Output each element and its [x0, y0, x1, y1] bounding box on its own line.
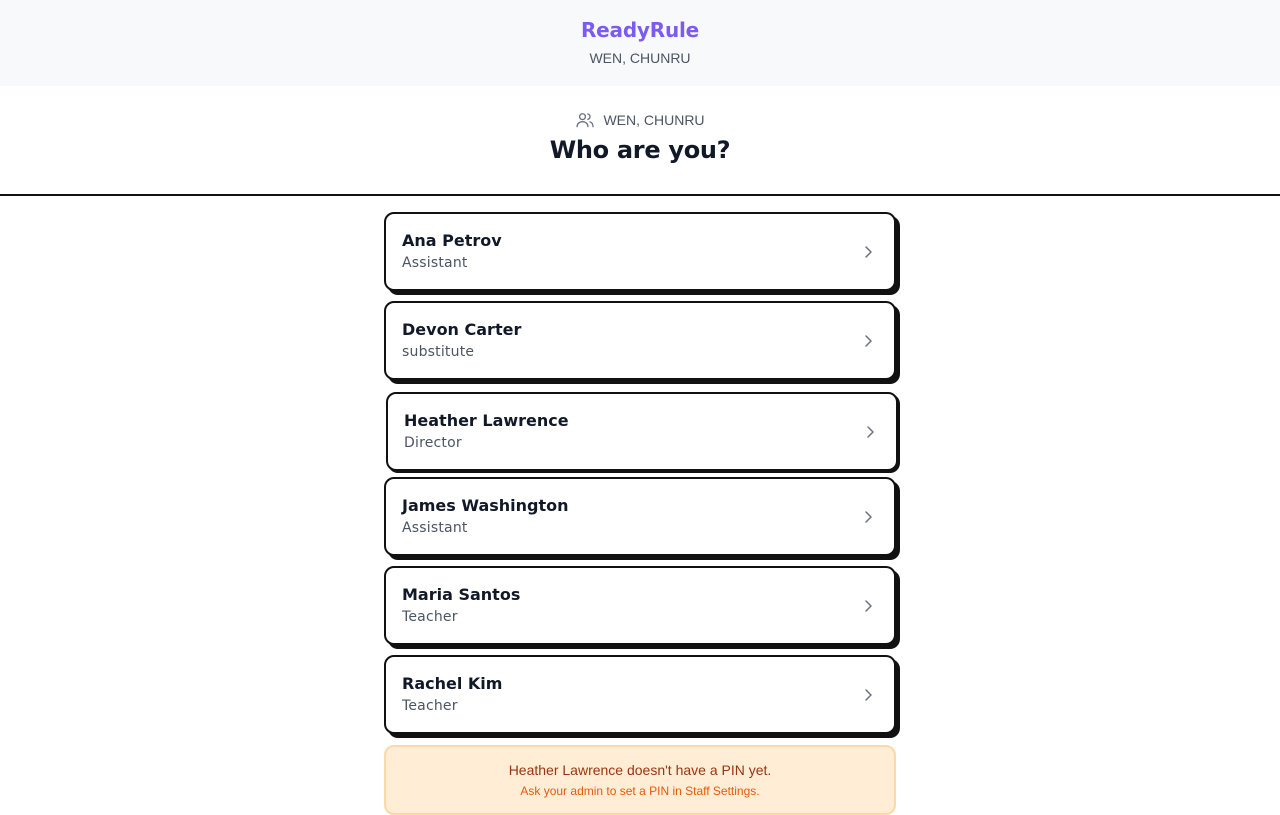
staff-card[interactable] [384, 566, 896, 645]
page-header [0, 86, 1280, 196]
chevron-right-icon [862, 424, 878, 444]
chevron-right-icon [860, 333, 876, 353]
chevron-right-icon [860, 509, 876, 529]
staff-role: substitute [402, 344, 475, 360]
staff-card[interactable] [386, 392, 898, 471]
staff-role: Director [404, 435, 462, 451]
chevron-right-icon [860, 244, 876, 264]
staff-role: Teacher [402, 698, 458, 714]
staff-card[interactable] [384, 212, 896, 291]
staff-name: Heather Lawrence [404, 411, 569, 430]
chevron-right-icon [860, 598, 876, 618]
staff-role: Teacher [402, 609, 458, 625]
staff-card[interactable] [384, 477, 896, 556]
top-bar [0, 0, 1280, 86]
site-subtitle: WEN, CHUNRU [589, 50, 691, 66]
staff-name: Maria Santos [402, 585, 521, 604]
app-logo[interactable]: ReadyRule [580, 18, 700, 42]
staff-name: Devon Carter [402, 320, 522, 339]
site-row [575, 110, 704, 130]
site-name: WEN, CHUNRU [603, 112, 705, 128]
notice-hint: Ask your admin to set a PIN in Staff Settings. [520, 784, 760, 798]
staff-role: Assistant [402, 255, 468, 271]
staff-name: Rachel Kim [402, 674, 503, 693]
staff-card[interactable] [384, 655, 896, 734]
page-title: Who are you? [549, 136, 731, 164]
staff-card[interactable] [384, 301, 896, 380]
pin-missing-notice [384, 745, 896, 815]
staff-name: James Washington [402, 496, 569, 515]
staff-role: Assistant [402, 520, 468, 536]
staff-name: Ana Petrov [402, 231, 502, 250]
notice-message: Heather Lawrence doesn't have a PIN yet. [508, 762, 772, 778]
staff-list [384, 212, 896, 744]
users-icon [575, 110, 595, 130]
chevron-right-icon [860, 687, 876, 707]
